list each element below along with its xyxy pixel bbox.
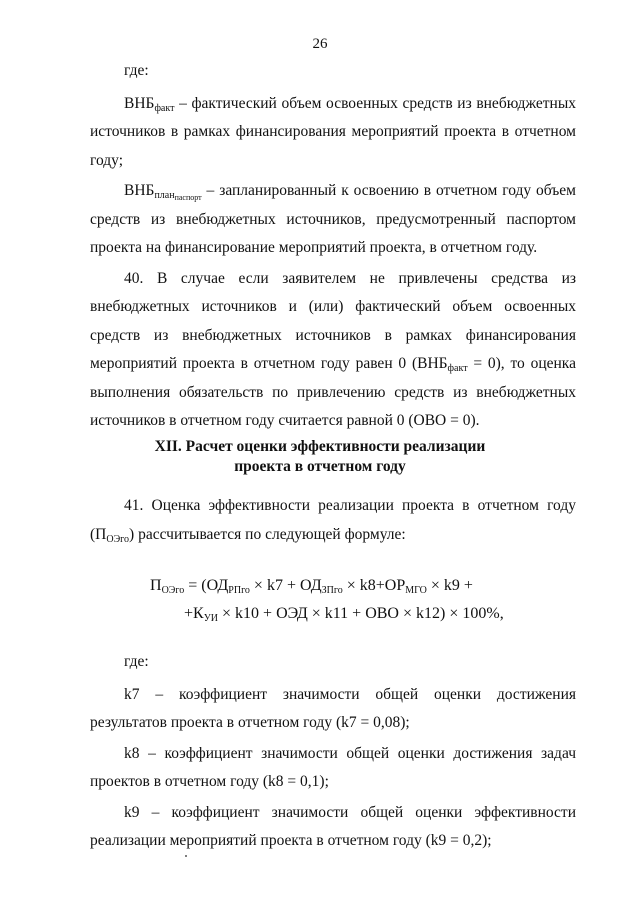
definition-vnb-plan [90, 177, 576, 263]
paragraph-41: 41. Оценка эффективности реализации проекта в отчетном году $(П_{ОЭго})$ рассчитывается по следующей формуле: [90, 497, 576, 545]
where-label: где: [124, 62, 149, 79]
formula-line-1: $П_{ОЭго} = (ОД_{РПго} \times k7 + ОД_{ЗПго} \times k8+ОР_{МГО} \times k9$ + [150, 577, 473, 596]
scan-speck [185, 855, 187, 857]
definition-text: – запланированный к освоению в отчетном году объем средств из внебюджетных источников, предусмотренный паспортом проекта на финансирование мероприятий проекта, в отчетном году. [90, 182, 576, 256]
symbol: ВНБ [124, 94, 155, 112]
coefficient-k8: k8 – коэффициент значимости общей оценки достижения задач проектов в отчетном году (k8 = 0,1); [90, 744, 576, 790]
formula-line-2: $+К_{УИ} \times k10$ + ОЭД × k11 + ОВО × k12) × 100%, [184, 605, 504, 624]
formula [150, 572, 550, 628]
paragraph-40: 40. В случае если заявителем не привлечены средства из внебюджетных источников и (или) фактический объем освоенных средств из внебюджетных источников в рамках финансирования мероприятий проекта в отчетном году равен 0 $(ВНБ_{факт} = 0)$, то оценка выполнения обязательств по привлечению средств из внебюджетных источников в отчетном году считается равной 0 (ОВО = 0). [90, 269, 576, 429]
symbol-subscript: факт [154, 102, 175, 114]
section-heading-line1: XII. Расчет оценки эффективности реализации [154, 438, 486, 455]
coefficients-block [90, 648, 576, 856]
paragraph-41-block [90, 492, 576, 549]
coefficient-k7: k7 – коэффициент значимости общей оценки достижения результатов проекта в отчетном году (k7 = 0,08); [90, 685, 576, 731]
definitions-block [90, 57, 576, 436]
definition-vnb-fact [90, 90, 576, 176]
section-heading-line2: проекта в отчетном году [234, 458, 406, 475]
section-heading [0, 437, 640, 477]
symbol-subscript: планпаспорт [154, 190, 202, 202]
page-number: 26 [312, 36, 328, 52]
coefficient-k9: k9 – коэффициент значимости общей оценки эффективности реализации мероприятий проекта в отчетном году (k9 = 0,2); [90, 803, 576, 849]
symbol: ВНБ [124, 182, 155, 199]
where-label-2: где: [124, 653, 149, 670]
definition-text: – фактический объем освоенных средств из внебюджетных источников в рамках финансирования мероприятий проекта в отчетном году; [90, 94, 576, 169]
